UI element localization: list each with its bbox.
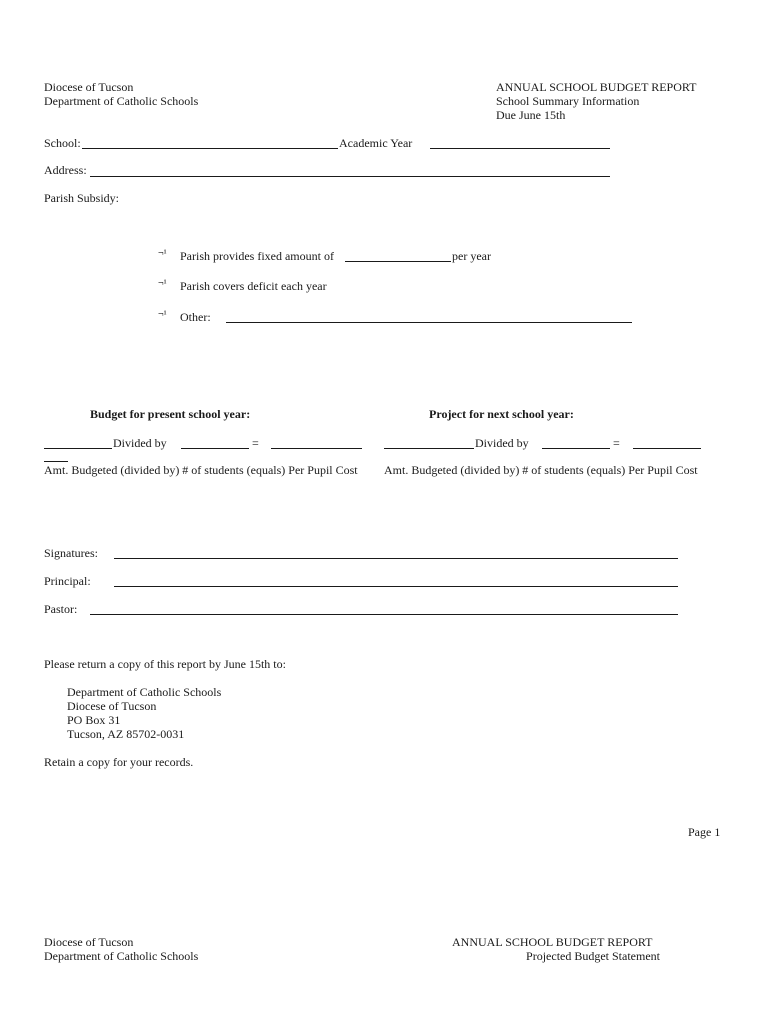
school-label: School:: [44, 136, 81, 150]
present-per-pupil-field[interactable]: [271, 448, 362, 449]
fixed-amount-field[interactable]: [345, 261, 451, 262]
academic-year-field[interactable]: [430, 148, 610, 149]
present-students-field[interactable]: [181, 448, 249, 449]
department-name: Department of Catholic Schools: [44, 94, 199, 108]
next-amount-field[interactable]: [384, 448, 474, 449]
present-equals: =: [252, 436, 259, 450]
option-other-label: Other:: [180, 310, 211, 324]
due-date: Due June 15th: [496, 108, 566, 122]
next-students-field[interactable]: [542, 448, 610, 449]
next-per-pupil-field[interactable]: [633, 448, 701, 449]
academic-year-label: Academic Year: [339, 136, 413, 150]
address-label: Address:: [44, 163, 87, 177]
checkbox-deficit[interactable]: ¬¹: [158, 278, 167, 289]
org-name: Diocese of Tucson: [44, 80, 134, 94]
option-deficit-label: Parish covers deficit each year: [180, 279, 327, 293]
signatures-label: Signatures:: [44, 546, 98, 560]
present-caption: Amt. Budgeted (divided by) # of students (equals) Per Pupil Cost: [44, 463, 358, 477]
present-year-heading: Budget for present school year:: [90, 407, 251, 421]
present-divided-by: Divided by: [113, 436, 167, 450]
principal-signature-field[interactable]: [114, 586, 678, 587]
page-number: Page 1: [688, 825, 721, 839]
pastor-signature-field[interactable]: [90, 614, 678, 615]
return-instruction: Please return a copy of this report by June 15th to:: [44, 657, 286, 671]
signatures-field[interactable]: [114, 558, 678, 559]
address-field[interactable]: [90, 176, 610, 177]
principal-label: Principal:: [44, 574, 91, 588]
present-amount-overflow: [44, 461, 68, 462]
next-year-heading: Project for next school year:: [429, 407, 574, 421]
school-field[interactable]: [82, 148, 338, 149]
next-divided-by: Divided by: [475, 436, 529, 450]
footer-department-name: Department of Catholic Schools: [44, 949, 199, 963]
report-subtitle: School Summary Information: [496, 94, 640, 108]
report-title: ANNUAL SCHOOL BUDGET REPORT: [496, 80, 697, 94]
checkbox-fixed-amount[interactable]: ¬¹: [158, 248, 167, 259]
option-fixed-label: Parish provides fixed amount of: [180, 249, 334, 263]
option-fixed-suffix: per year: [452, 249, 491, 263]
return-address-line-3: PO Box 31: [67, 713, 121, 727]
pastor-label: Pastor:: [44, 602, 78, 616]
next-equals: =: [613, 436, 620, 450]
return-address-line-2: Diocese of Tucson: [67, 699, 157, 713]
present-amount-field[interactable]: [44, 448, 112, 449]
return-address-line-1: Department of Catholic Schools: [67, 685, 222, 699]
next-caption: Amt. Budgeted (divided by) # of students (equals) Per Pupil Cost: [384, 463, 698, 477]
retain-note: Retain a copy for your records.: [44, 755, 194, 769]
footer-report-title: ANNUAL SCHOOL BUDGET REPORT: [452, 935, 653, 949]
footer-report-subtitle: Projected Budget Statement: [526, 949, 660, 963]
other-field[interactable]: [226, 322, 632, 323]
parish-subsidy-label: Parish Subsidy:: [44, 191, 120, 205]
return-address-line-4: Tucson, AZ 85702-0031: [67, 727, 185, 741]
checkbox-other[interactable]: ¬¹: [158, 309, 167, 320]
footer-org-name: Diocese of Tucson: [44, 935, 134, 949]
